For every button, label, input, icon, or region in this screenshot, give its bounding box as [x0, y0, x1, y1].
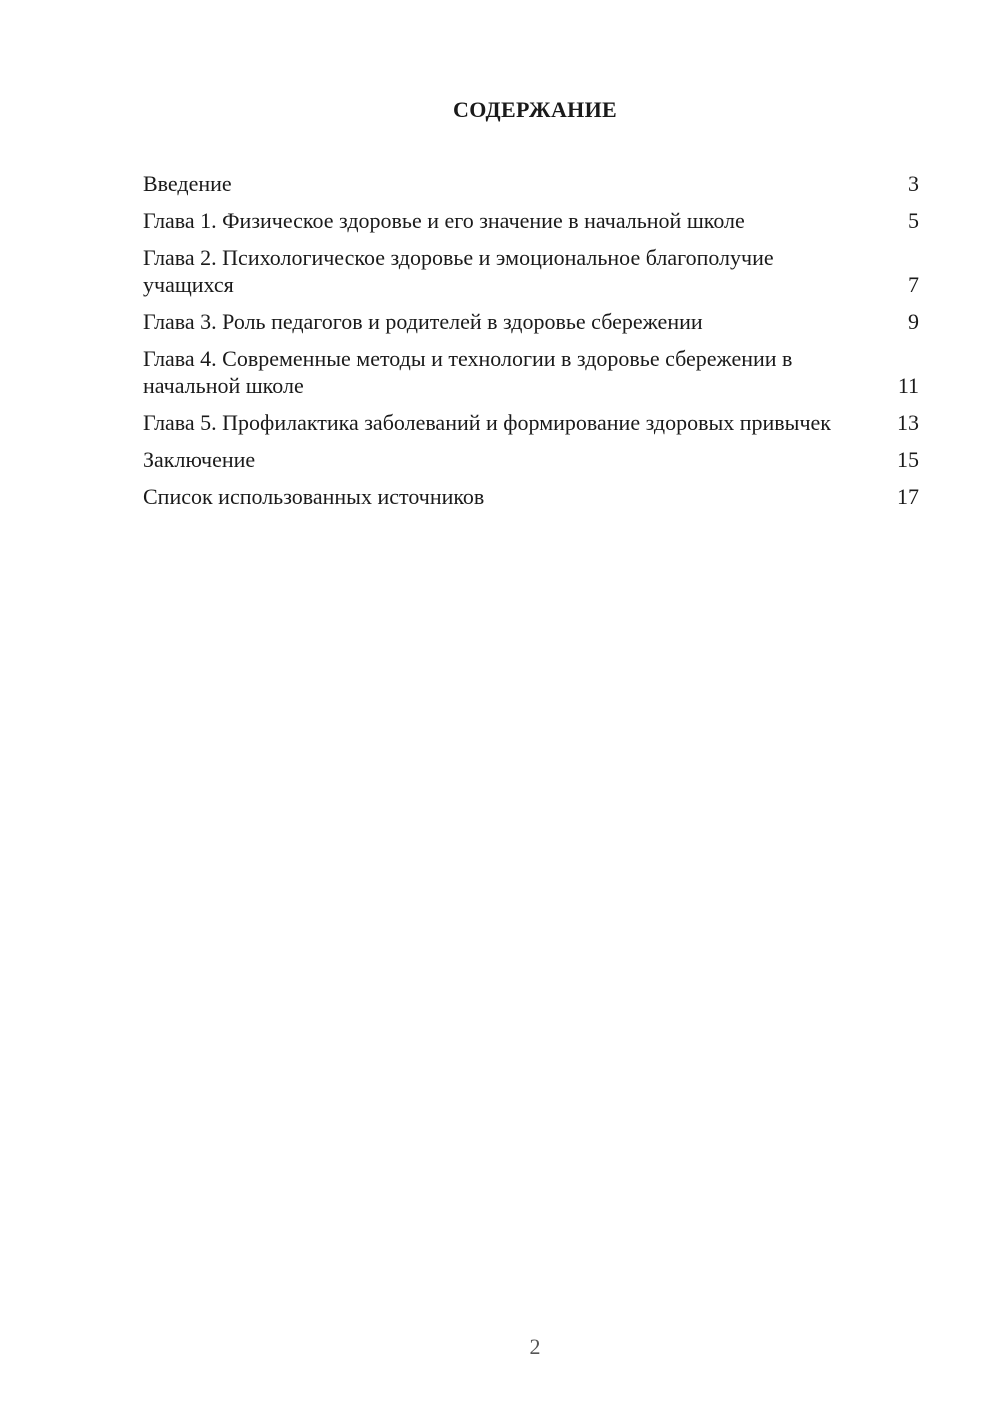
toc-entry-text: Глава 5. Профилактика заболеваний и формирование здоровых привычек — [143, 410, 831, 435]
toc-entry-page: 5 — [908, 208, 919, 233]
toc-entry-page: 7 — [908, 272, 919, 297]
toc-entry-text: Глава 2. Психологическое здоровье и эмоциональное благополучие учащихся — [143, 245, 774, 297]
toc-entry-page: 9 — [908, 309, 919, 334]
toc-entry-page: 13 — [897, 410, 919, 435]
toc-entry-page: 3 — [908, 171, 919, 196]
toc-entry-text: Введение — [143, 171, 232, 196]
toc-entry-references — [143, 483, 919, 510]
toc-entry-chapter-2 — [143, 244, 919, 298]
toc-entry-page: 17 — [897, 484, 919, 509]
toc-entry-text: Глава 4. Современные методы и технологии в здоровье сбережении в начальной школе — [143, 346, 793, 398]
toc-entry-conclusion — [143, 446, 919, 473]
toc-entry-text: Заключение — [143, 447, 256, 472]
toc-entry-chapter-5 — [143, 409, 919, 436]
toc-entry-introduction — [143, 170, 919, 197]
toc-entry-chapter-3 — [143, 308, 919, 335]
page-number: 2 — [529, 1334, 541, 1359]
toc-entry-text: Глава 3. Роль педагогов и родителей в здоровье сбережении — [143, 309, 703, 334]
toc-entry-page: 15 — [897, 447, 919, 472]
toc-list — [143, 170, 919, 520]
toc-title: СОДЕРЖАНИЕ — [453, 97, 617, 122]
toc-entry-text: Глава 1. Физическое здоровье и его значение в начальной школе — [143, 208, 745, 233]
toc-entry-chapter-4 — [143, 345, 919, 399]
toc-entry-page: 11 — [897, 373, 919, 398]
toc-entry-text: Список использованных источников — [143, 484, 485, 509]
toc-entry-chapter-1 — [143, 207, 919, 234]
